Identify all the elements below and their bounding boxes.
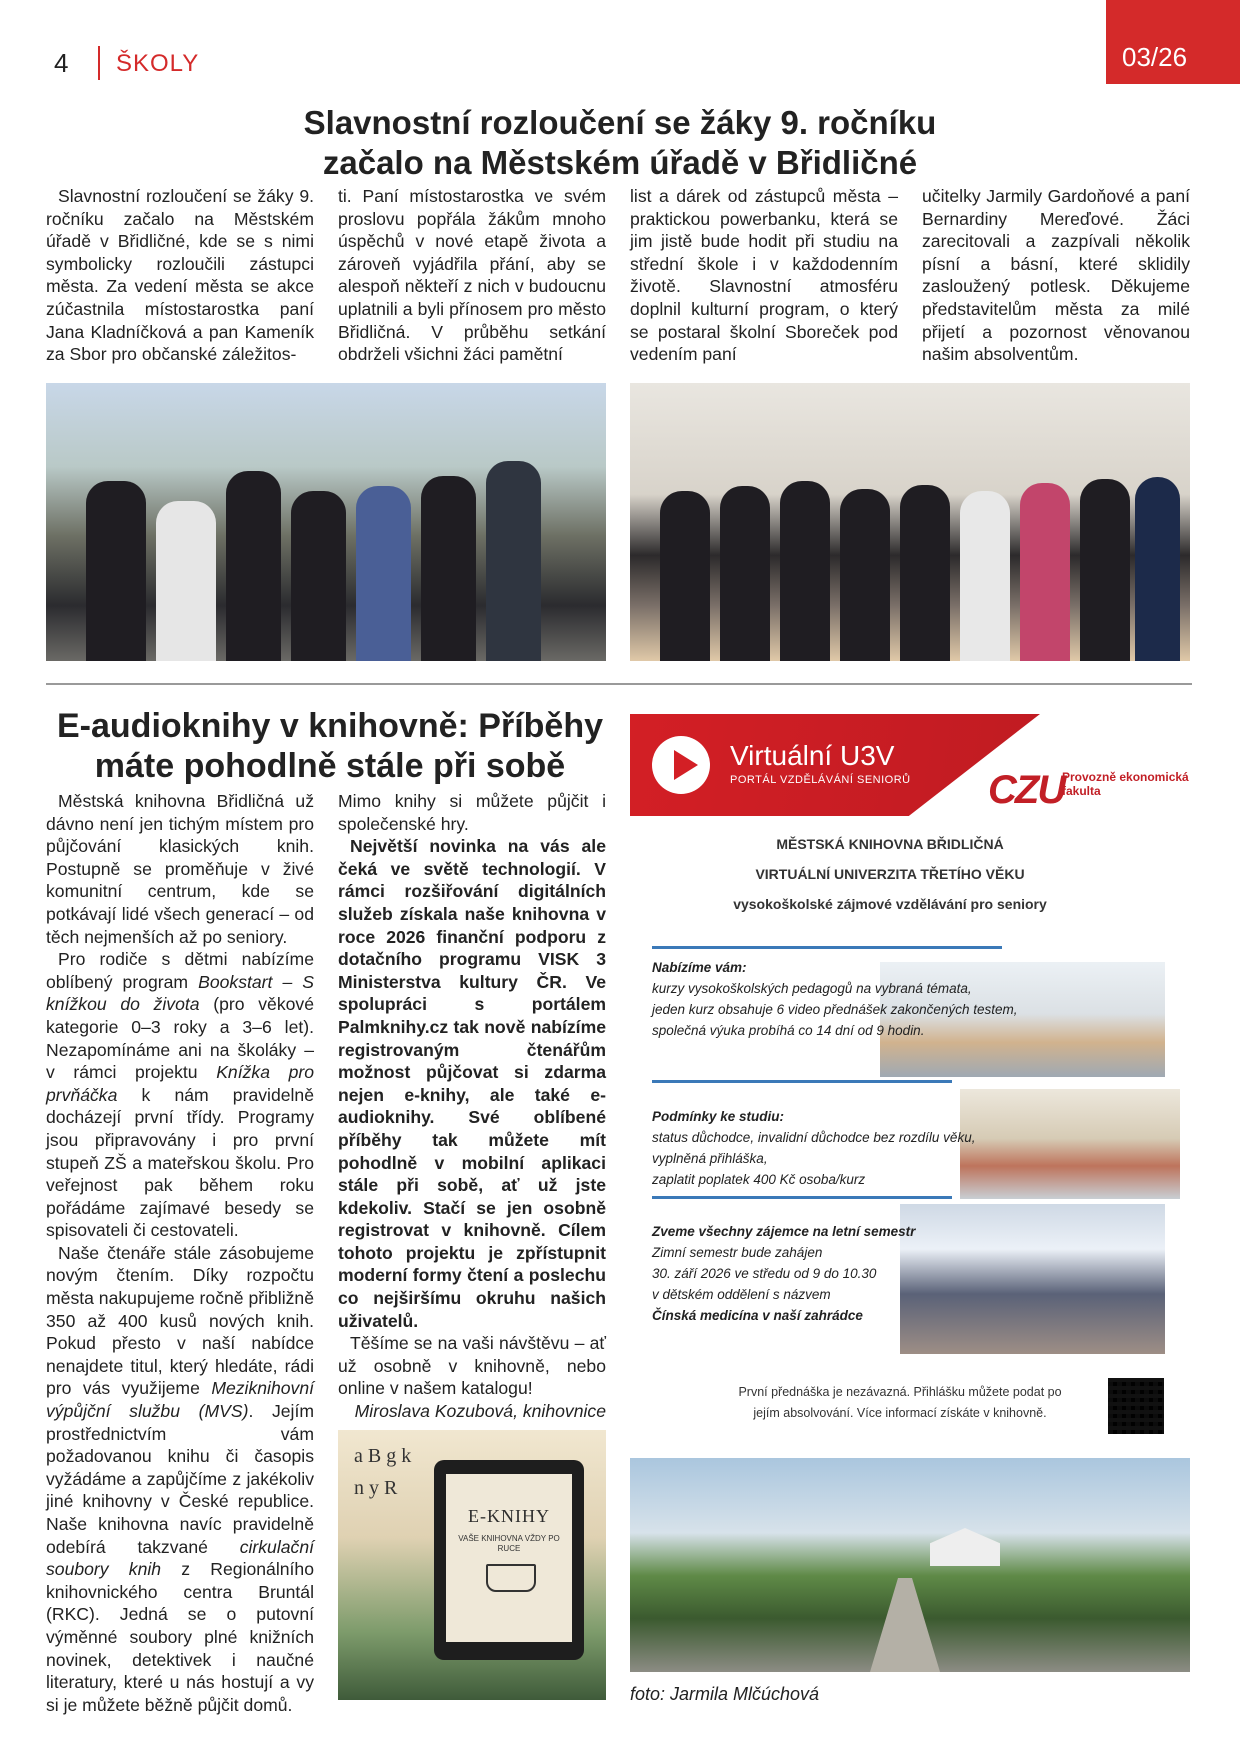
poster-rule: [652, 1196, 952, 1199]
section-divider: [46, 683, 1192, 685]
article2-column-2: [338, 790, 606, 1423]
photo-caption: foto: Jarmila Mlčúchová: [630, 1684, 820, 1704]
article1-column-2: [338, 185, 606, 366]
offer-title: Nabízíme vám:: [652, 960, 747, 975]
conditions-line: vyplněná přihláška,: [652, 1151, 768, 1166]
floating-letters: a B g k n y R: [354, 1445, 412, 1499]
qr-code-pattern: [1108, 1378, 1164, 1434]
highlight-text: Největší novinka na vás ale čeká ve světě technologií. V rámci rozšiřování digitálních služeb získala naše knihovna v roce 2026 finanční podporu z dotačního programu VISK 3 Ministerstva kultury ČR. Ve spolupráci s portálem Palmknihy.cz tak nově nabízíme registrovaným čtenářům možnost půjčovat si zdarma nejen e-knihy, ale také e-audioknihy. Své oblíbené příběhy tak můžete mít pohodlně v mobilní aplikaci stále při sobě, ať už jste kdekoliv. Stačí se jen osobně registrovat v knihovně. Cílem tohoto projektu je zpřístupnit moderní formy čtení a poslechu co nejširšímu okruhu našich uživatelů.: [338, 836, 606, 1331]
invite-line: v dětském oddělení s názvem: [652, 1287, 831, 1302]
article2-paragraph-5: Těšíme se na vaši návštěvu – ať už osobně v knihovně, nebo online v našem katalogu!: [338, 1333, 606, 1399]
ebook-illustration: [338, 1430, 606, 1700]
poster-rule: [652, 1080, 952, 1083]
faculty-name: Provozně ekonomická fakulta: [1062, 770, 1189, 798]
article1-text-3: list a dárek od zástupců města – praktickou powerbanku, která se jim jistě bude hodit při studiu na střední škole i v každodenním životě. Slavnostní atmosféru doplnil kulturní program, o který se postaral školní Sboreček pod vedením paní: [630, 186, 898, 365]
article1-text-2: ti. Paní místostarostka ve svém proslovu popřála žákům mnoho úspěchů v nové etapě života a zároveň vyjádřila přání, aby se alespoň někteří z nich v budoucnu uplatnili a byli přínosem pro město Břidličná. V průběhu setkání obdrželi všichni žáci pamětní: [338, 186, 606, 365]
offer-line: společná výuka probíhá co 14 dní od 9 hodin.: [652, 1023, 925, 1038]
article2-paragraph-2: [46, 948, 314, 1242]
open-book-icon: [486, 1564, 536, 1592]
ereader-subtitle: VAŠE KNIHOVNA VŽDY PO RUCE: [458, 1534, 560, 1553]
program-name: Bookstart – S knížkou do života: [46, 971, 314, 1015]
text-span: Pro rodiče s dětmi nabízíme oblíbený program: [46, 949, 314, 992]
article1-text-4: učitelky Jarmily Gardoňové a paní Bernardiny Mereďové. Žáci zarecitovali a zazpívali několik písní a básní, které sklidily zasloužený potlesk. Děkujeme představitelům města za milé přijetí a pozornost věnovanou našim absolventům.: [922, 186, 1190, 365]
poster-heading-university: VIRTUÁLNÍ UNIVERZITA TŘETÍHO VĚKU: [755, 866, 1025, 882]
invite-title: Zveme všechny zájemce na letní semestr: [652, 1224, 916, 1239]
service-name: Meziknihovní výpůjční službu (MVS): [46, 1378, 314, 1422]
photo-graduates-outdoor: [46, 383, 606, 661]
header-separator: [98, 46, 100, 80]
czu-logo: CZU: [988, 768, 1065, 812]
article1-headline: [250, 103, 990, 183]
play-triangle-icon: [674, 750, 698, 780]
page-number: 4: [54, 48, 69, 78]
article1-column-3: [630, 185, 898, 366]
poster-heading-tagline: vysokoškolské zájmové vzdělávání pro seniory: [733, 896, 1047, 912]
conditions-title: Podmínky ke studiu:: [652, 1109, 785, 1124]
section-title: ŠKOLY: [116, 50, 200, 77]
footer-line: První přednáška je nezávazná. Přihlášku můžete podat po: [738, 1385, 1062, 1399]
article2-column-1: [46, 790, 314, 1716]
invite-line: Zimní semestr bude zahájen: [652, 1245, 823, 1260]
ereader-screen: [446, 1474, 572, 1642]
house: [930, 1528, 1000, 1566]
offer-line: jeden kurz obsahuje 6 video přednášek zakončených testem,: [652, 1002, 1018, 1017]
offer-line: kurzy vysokoškolských pedagogů na vybraná témata,: [652, 981, 972, 996]
conditions-line: status důchodce, invalidní důchodce bez rozdílu věku,: [652, 1130, 976, 1145]
poster-offer-block: [652, 957, 1102, 1041]
article1-headline-line2: začalo na Městském úřadě v Břidličné: [322, 144, 918, 181]
photo-landscape: [630, 1458, 1190, 1672]
photo-graduates-indoor: [630, 383, 1190, 661]
u3v-poster: [630, 714, 1190, 1434]
text-span: k nám pravidelně docházejí první třídy. Programy jsou připravovány i pro první stupeň ZŠ a mateřskou školu. Pro veřejnost pak během roku pořádáme zajímavé besedy se spisovateli či cestovateli.: [46, 1084, 314, 1241]
text-span: z Regionálního knihovnického centra Bruntál (RKC). Jedná se o putovní výměnné soubory plné knižních novinek, detektivek i naučné literatury, které u nás hostují a vy si je můžete běžně půjčit domů.: [46, 1559, 314, 1715]
article2-paragraph-4: Mimo knihy si můžete půjčit i společenské hry.: [338, 791, 606, 834]
u3v-brand-subtitle: PORTÁL VZDĚLÁVÁNÍ SENIORŮ: [730, 774, 911, 786]
poster-conditions-block: [652, 1106, 1072, 1190]
text-span: (pro věkové kategorie 0–3 roky a 3–6 let). Nezapomínáme ani na školáky – v rámci projektu: [46, 994, 314, 1083]
article2-paragraph-1: Městská knihovna Břidličná už dávno není jen tichým místem pro půjčování klasických knih. Postupně se proměňuje v živé komunitní centrum, kde se potkávají lidé všech generací – od těch nejmenších až po seniory.: [46, 791, 314, 947]
ereader-title: E-KNIHY: [468, 1506, 550, 1526]
issue-number: 03/26: [1122, 42, 1188, 72]
conditions-line: zaplatit poplatek 400 Kč osoba/kurz: [652, 1172, 866, 1187]
footer-line: jejím absolvování. Více informací získáte v knihovně.: [753, 1406, 1047, 1420]
poster-invite-block: [652, 1221, 952, 1326]
invite-line: 30. září 2026 ve středu od 9 do 10.30: [652, 1266, 877, 1281]
road: [870, 1578, 940, 1672]
article2-headline: [40, 706, 620, 786]
article1-text-1: Slavnostní rozloučení se žáky 9. ročníku začalo na Městském úřadě v Břidličné, kde se s nimi symbolicky rozloučili zástupci města. Za vedení města se akce zúčastnila místostarostka paní Jana Kladníčková a pan Kameník za Sbor pro občanské záležitos-: [46, 186, 314, 365]
article1-column-1: [46, 185, 314, 366]
article1-column-4: [922, 185, 1190, 366]
project-name: Knížka pro prvňáčka: [46, 1062, 314, 1105]
article1-headline-line1: Slavnostní rozloučení se žáky 9. ročníku: [303, 104, 937, 141]
collection-name: cirkulační soubory knih: [46, 1536, 314, 1580]
article2-signature: Miroslava Kozubová, knihovnice: [354, 1401, 606, 1422]
text-span: . Jejím prostřednictvím vám požadovanou knihu či časopis vyžádáme a zapůjčíme z jakékoliv jiné knihovny v České republice. Naše knihovna navíc pravidelně odebírá takzvané: [46, 1401, 314, 1557]
article2-headline-line2: máte pohodlně stále při sobě: [94, 747, 566, 785]
article2-headline-line1: E-audioknihy v knihovně: Příběhy: [57, 707, 603, 745]
text-span: Naše čtenáře stále zásobujeme novým čtením. Díky rozpočtu města nakupujeme ročně přibližně 350 až 400 kusů nových knih. Pokud přesto v naší nabídce nenajdete titul, který hledáte, rádi pro vás využijeme: [46, 1242, 314, 1399]
article2-paragraph-3: [46, 1242, 314, 1716]
poster-footer: [720, 1382, 1080, 1424]
article2-highlight: [338, 835, 606, 1332]
lecture-title: Čínská medicína v naší zahrádce: [652, 1308, 863, 1323]
u3v-brand: Virtuální U3V: [730, 740, 895, 771]
poster-heading-library: MĚSTSKÁ KNIHOVNA BŘIDLIČNÁ: [776, 836, 1004, 852]
poster-rule: [652, 946, 1002, 949]
